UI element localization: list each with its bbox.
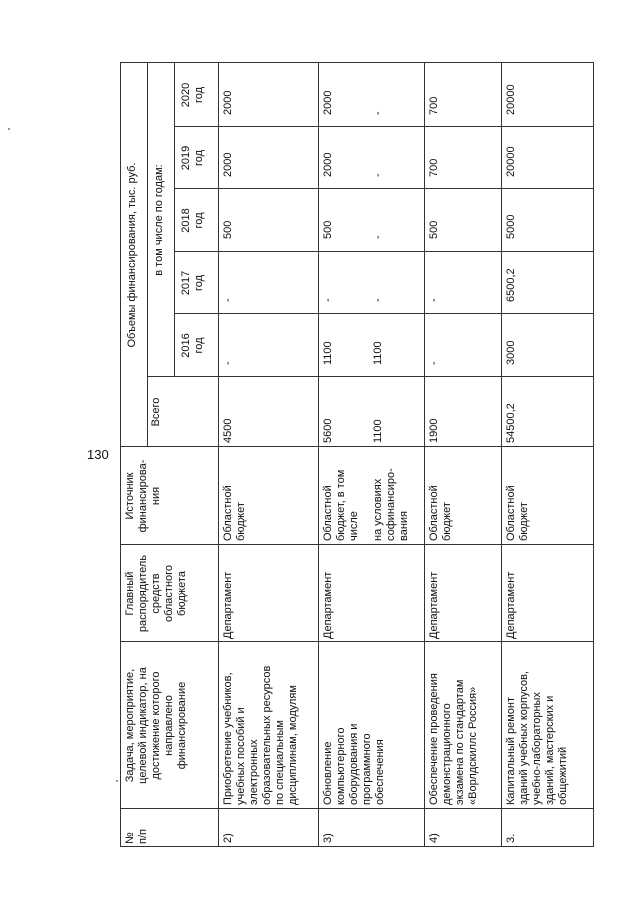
grid-line bbox=[120, 808, 594, 809]
grid-line bbox=[424, 62, 425, 847]
row-sub-y2019: - bbox=[372, 173, 384, 177]
header-task: Задача, мероприятие, целевой индикатор, на достижение которого направлено финансирование bbox=[124, 667, 188, 784]
grid-line bbox=[218, 62, 219, 847]
row-y2017: - bbox=[322, 298, 334, 302]
row-sub-y2020: - bbox=[372, 111, 384, 115]
row-task: Обеспечение проведения демонстрационного экзамена по стандартам «Ворлдскиллс Россия» bbox=[428, 673, 479, 805]
row-sub-y2016: 1100 bbox=[372, 341, 384, 365]
grid-line bbox=[120, 544, 594, 545]
page-number: 130 bbox=[87, 447, 109, 462]
row-y2016: 3000 bbox=[505, 340, 517, 365]
row-sub-total: 1100 bbox=[372, 419, 384, 443]
row-y2018: 500 bbox=[322, 220, 334, 239]
row-y2016: - bbox=[428, 361, 440, 365]
grid-line bbox=[174, 188, 594, 189]
row-y2020: 700 bbox=[428, 96, 440, 115]
row-total: 4500 bbox=[222, 418, 234, 443]
grid-line bbox=[147, 376, 594, 377]
header-source: Источник финансирова- ния bbox=[124, 459, 162, 533]
grid-line bbox=[120, 641, 594, 642]
row-y2017: 6500,2 bbox=[505, 268, 517, 302]
row-manager: Департамент bbox=[428, 571, 440, 639]
grid-line bbox=[120, 846, 594, 847]
row-y2016: - bbox=[222, 361, 234, 365]
grid-line bbox=[318, 62, 319, 847]
table-frame bbox=[120, 62, 594, 847]
row-manager: Департамент bbox=[322, 571, 334, 639]
grid-line bbox=[174, 126, 594, 127]
row-sub-y2017: - bbox=[372, 298, 384, 302]
row-y2016: 1100 bbox=[322, 341, 334, 365]
grid-line bbox=[120, 62, 121, 847]
row-y2017: - bbox=[428, 298, 440, 302]
header-year-2017: 2017 год bbox=[180, 270, 205, 296]
row-y2020: 20000 bbox=[505, 84, 517, 115]
row-source: Областной бюджет bbox=[222, 485, 247, 541]
row-y2018: 500 bbox=[428, 220, 440, 239]
row-manager: Департамент bbox=[222, 571, 234, 639]
row-task: Обновление компьютерного оборудования и программного обеспечения bbox=[322, 723, 386, 805]
header-volumes: Объемы финансирования, тыс. руб. bbox=[126, 162, 138, 348]
header-year-2018: 2018 год bbox=[180, 208, 205, 233]
row-y2017: - bbox=[222, 298, 234, 302]
row-num: 3) bbox=[322, 833, 334, 843]
grid-line bbox=[174, 313, 594, 314]
header-by-years: в том числе по годам: bbox=[153, 164, 165, 276]
financing-table bbox=[120, 62, 594, 847]
row-y2019: 700 bbox=[428, 158, 440, 177]
grid-line bbox=[120, 62, 594, 63]
grid-line bbox=[174, 62, 175, 377]
grid-line bbox=[120, 446, 594, 447]
header-year-2020: 2020 год bbox=[180, 82, 205, 108]
row-y2019: 20000 bbox=[505, 146, 517, 177]
row-num: 3. bbox=[505, 833, 517, 843]
row-manager: Департамент bbox=[505, 571, 517, 639]
header-num: № п/п bbox=[124, 829, 149, 844]
row-task: Приобретение учебников, учебных пособий и электронных образовательных ресурсов по специальным дисциплинам, модулям bbox=[222, 665, 299, 805]
rotated-page bbox=[120, 62, 594, 847]
grid-line bbox=[501, 62, 502, 847]
row-y2020: 2000 bbox=[322, 90, 334, 115]
row-y2020: 2000 bbox=[222, 90, 234, 115]
row-total: 54500,2 bbox=[505, 403, 517, 443]
row-task: Капитальный ремонт зданий учебных корпусов, учебно-лабораторных зданий, мастерских и общежитий bbox=[505, 671, 569, 805]
row-sub-source: на условиях софинансиро- вания bbox=[372, 468, 410, 541]
scan-speck bbox=[8, 128, 10, 130]
row-source: Областной бюджет bbox=[428, 485, 453, 541]
row-num: 2) bbox=[222, 833, 234, 843]
row-source: Областной бюджет bbox=[505, 485, 530, 541]
row-num: 4) bbox=[428, 833, 440, 843]
header-year-2019: 2019 год bbox=[180, 145, 205, 171]
row-source: Областной бюджет, в том числе bbox=[322, 469, 360, 541]
row-y2018: 5000 bbox=[505, 214, 517, 239]
row-total: 5600 bbox=[322, 418, 334, 443]
header-total: Всего bbox=[150, 397, 162, 427]
row-y2019: 2000 bbox=[322, 152, 334, 177]
row-total: 1900 bbox=[428, 418, 440, 443]
grid-line bbox=[593, 62, 594, 847]
row-y2019: 2000 bbox=[222, 152, 234, 177]
header-manager: Главный распорядитель средств областного бюджета bbox=[124, 554, 188, 633]
header-year-2016: 2016 год bbox=[180, 333, 205, 358]
scan-speck bbox=[116, 780, 118, 782]
row-y2018: 500 bbox=[222, 220, 234, 239]
row-sub-y2018: - bbox=[372, 235, 384, 239]
grid-line bbox=[174, 251, 594, 252]
grid-line bbox=[147, 62, 148, 447]
